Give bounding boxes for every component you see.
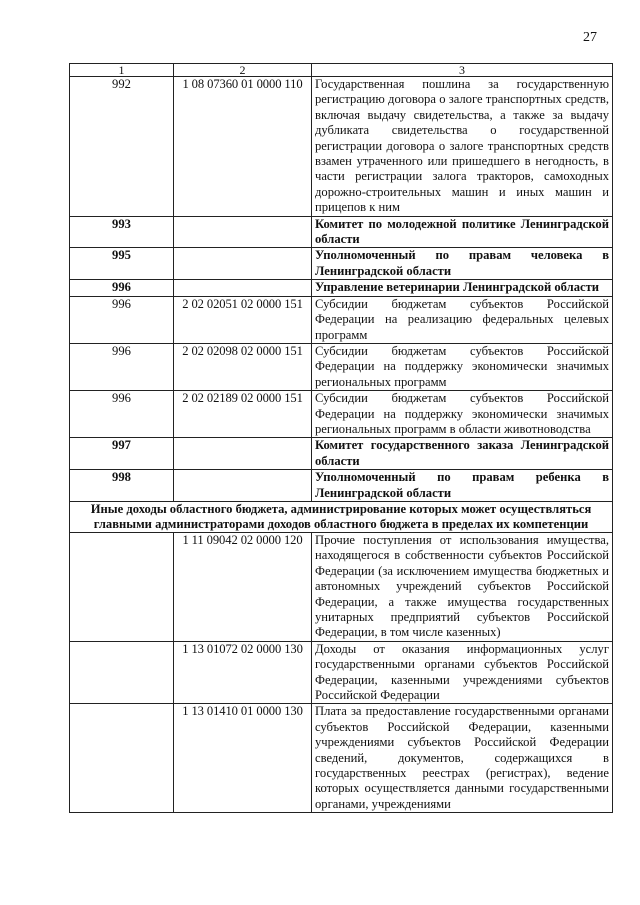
budget-code-cell — [174, 280, 312, 296]
revenue-classification-table — [69, 63, 613, 813]
admin-code-cell — [70, 532, 174, 641]
column-header-1: 1 — [70, 64, 174, 77]
table-row — [70, 77, 613, 217]
administrator-name-cell: Уполномоченный по правам ребенка в Ленинградской области — [312, 470, 613, 502]
admin-code-cell: 995 — [70, 248, 174, 280]
column-header-2: 2 — [174, 64, 312, 77]
table-row — [70, 343, 613, 390]
table-row — [70, 216, 613, 248]
budget-code-cell: 2 02 02051 02 0000 151 — [174, 296, 312, 343]
revenue-name-cell: Субсидии бюджетам субъектов Российской Федерации на реализацию федеральных целевых программ — [312, 296, 613, 343]
column-header-3: 3 — [312, 64, 613, 77]
table-row — [70, 438, 613, 470]
budget-code-cell — [174, 248, 312, 280]
budget-code-cell: 2 02 02189 02 0000 151 — [174, 391, 312, 438]
table-row — [70, 391, 613, 438]
revenue-name-cell: Государственная пошлина за государственную регистрацию договора о залоге транспортных средств, включая выдачу свидетельства, а также за выдачу дубликата свидетельства о государственной регистрации договора о залоге транспортных средств взамен утраченного или пришедшего в негодность, в части регистрации залога тракторов, самоходных дорожно-строительных машин и иных машин и прицепов к ним — [312, 77, 613, 217]
revenue-name-cell: Плата за предоставление государственными органами субъектов Российской Федерации, казенными учреждениями субъектов Российской Федерации сведений, документов, содержащихся в государственных реестрах (регистрах), ведение которых осуществляется данными государственными органами, учреждениями — [312, 704, 613, 813]
admin-code-cell: 996 — [70, 343, 174, 390]
admin-code-cell: 996 — [70, 391, 174, 438]
table-header-row — [70, 64, 613, 77]
budget-code-cell: 2 02 02098 02 0000 151 — [174, 343, 312, 390]
budget-code-cell: 1 08 07360 01 0000 110 — [174, 77, 312, 217]
admin-code-cell: 992 — [70, 77, 174, 217]
table-row — [70, 532, 613, 641]
administrator-name-cell: Комитет государственного заказа Ленинградской области — [312, 438, 613, 470]
budget-code-cell — [174, 216, 312, 248]
admin-code-cell: 996 — [70, 296, 174, 343]
table-row — [70, 641, 613, 704]
table-row — [70, 280, 613, 296]
revenue-name-cell: Доходы от оказания информационных услуг государственными органами субъектов Российской Федерации, казенными учреждениями субъектов Российской Федерации — [312, 641, 613, 704]
administrator-name-cell: Комитет по молодежной политике Ленинградской области — [312, 216, 613, 248]
revenue-name-cell: Субсидии бюджетам субъектов Российской Федерации на поддержку экономически значимых региональных программ в области животноводства — [312, 391, 613, 438]
admin-code-cell — [70, 641, 174, 704]
section-heading: Иные доходы областного бюджета, администрирование которых может осуществляться главными администраторами доходов областного бюджета в пределах их компетенции — [70, 501, 613, 532]
budget-code-cell — [174, 470, 312, 502]
administrator-name-cell: Управление ветеринарии Ленинградской области — [312, 280, 613, 296]
revenue-name-cell: Субсидии бюджетам субъектов Российской Федерации на поддержку экономически значимых региональных программ — [312, 343, 613, 390]
budget-code-cell: 1 13 01072 02 0000 130 — [174, 641, 312, 704]
table-row — [70, 704, 613, 813]
table-row — [70, 296, 613, 343]
budget-code-cell: 1 11 09042 02 0000 120 — [174, 532, 312, 641]
administrator-name-cell: Уполномоченный по правам человека в Ленинградской области — [312, 248, 613, 280]
admin-code-cell — [70, 704, 174, 813]
section-heading-row — [70, 501, 613, 532]
table-row — [70, 248, 613, 280]
admin-code-cell: 997 — [70, 438, 174, 470]
budget-code-cell — [174, 438, 312, 470]
admin-code-cell: 993 — [70, 216, 174, 248]
budget-code-cell: 1 13 01410 01 0000 130 — [174, 704, 312, 813]
admin-code-cell: 998 — [70, 470, 174, 502]
admin-code-cell: 996 — [70, 280, 174, 296]
revenue-name-cell: Прочие поступления от использования имущества, находящегося в собственности субъектов Российской Федерации (за исключением имущества бюджетных и автономных учреждений субъектов Российской Федерации, а также имущества государственных унитарных предприятий субъектов Российской Федерации, в том числе казенных) — [312, 532, 613, 641]
table-row — [70, 470, 613, 502]
page-number: 27 — [583, 30, 597, 45]
